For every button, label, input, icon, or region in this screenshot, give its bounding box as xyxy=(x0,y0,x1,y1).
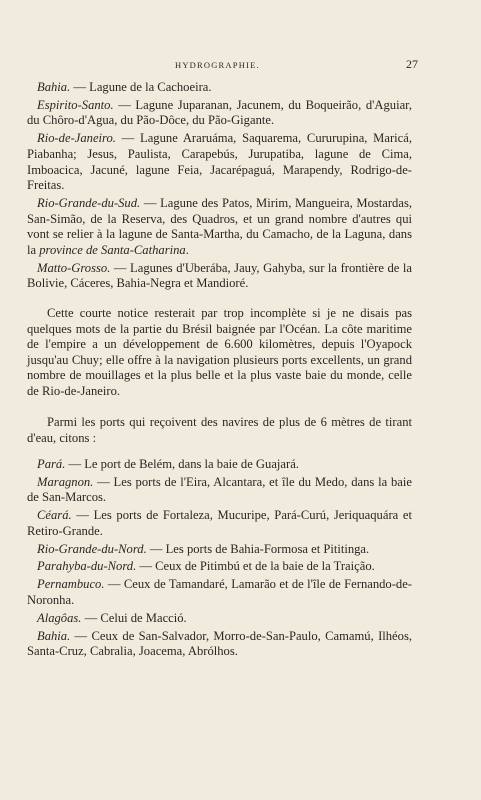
place-name: Bahia. xyxy=(37,628,71,643)
lagoon-entry-bahia xyxy=(27,80,412,96)
entry-text: — Ceux de Pitimbú et de la baie de la Traição. xyxy=(136,559,375,574)
place-name: Matto-Grosso. xyxy=(37,260,111,275)
entry-text: — Les ports de Fortaleza, Mucuripe, Pará-Curú, Jeriquaquára et Retiro-Grande. xyxy=(27,508,412,538)
lagoon-entry-espirito-santo xyxy=(27,98,412,129)
place-name: Maragnon. xyxy=(37,474,94,489)
entry-text: — Lagune Araruáma, Saquarema, Cururupina, Maricá, Piabanha; Jesus, Paulista, Carapebús, Jurupatiba, lagune de Cima, Imboacica, Jacuné, lagune Feia, Jacarépaguá, Marapendy, Rodrigo-de-Freitas. xyxy=(27,131,412,193)
place-name: Alagôas. xyxy=(37,610,82,625)
entry-text: — Lagunes d'Uberába, Jauy, Gahyba, sur la frontière de la Bolivie, Cáceres, Bahia-Negra et Mandioré. xyxy=(27,260,412,291)
page-number: 27 xyxy=(406,57,418,71)
place-name: Pará. xyxy=(37,456,66,471)
entry-text: — Les ports de l'Eira, Alcantara, et île du Medo, dans la baie de San-Marcos. xyxy=(27,474,412,505)
page-body xyxy=(27,80,412,662)
place-name: Céará. xyxy=(37,508,72,523)
page-header xyxy=(27,57,418,73)
lagoon-entry-rio-de-janeiro xyxy=(27,131,412,193)
lagoon-entry-matto-grosso xyxy=(27,261,412,292)
port-entry-pernambuco xyxy=(27,577,412,608)
place-name: Bahia. xyxy=(37,80,71,94)
province-reference: province de Santa-Catharina xyxy=(39,242,186,257)
port-entry-maragnon xyxy=(27,475,412,506)
entry-text: — Lagune de la Cachoeira. xyxy=(70,80,212,94)
place-name: Rio-de-Janeiro. xyxy=(37,131,116,146)
place-name: Pernambuco. xyxy=(37,577,105,592)
port-entry-bahia xyxy=(27,629,412,660)
place-name: Rio-Grande-du-Sud. xyxy=(37,196,141,211)
entry-text: — Celui de Macció. xyxy=(81,610,187,625)
paragraph-coast: Cette courte notice resterait par trop incomplète si je ne disais pas quelques mots de la partie du Brésil baignée par l'Océan. La côte maritime de l'empire a un développement de 6.600 kilomètres, depuis l'Oyapock jusqu'au Chuy; elle offre à la navigation plusieurs ports excellents, un grand nombre de mouillages et la plus belle et la plus vaste baie du monde, celle de Rio-de-Janeiro. xyxy=(27,305,412,398)
entry-tail: . xyxy=(185,242,189,257)
entry-text: — Le port de Belém, dans la baie de Guajará. xyxy=(65,456,299,471)
ports-list xyxy=(27,457,412,660)
entry-text: — Lagune Juparanan, Jacunem, du Boqueirão, d'Aguiar, du Chôro-d'Agua, du Pão-Dôce, du Pão-Gigante. xyxy=(27,97,412,128)
port-entry-ceara xyxy=(27,508,412,539)
paragraph-ports-intro: Parmi les ports qui reçoivent des navires de plus de 6 mètres de tirant d'eau, citons : xyxy=(27,415,412,446)
port-entry-para xyxy=(27,457,412,473)
lagoon-entry-rio-grande-du-sud xyxy=(27,196,412,258)
port-entry-rio-grande-du-nord xyxy=(27,542,412,558)
entry-text: — Ceux de San-Salvador, Morro-de-San-Paulo, Camamú, Ilhéos, Santa-Cruz, Cabralia, Joacema, Abrólhos. xyxy=(27,628,412,659)
port-entry-alagoas xyxy=(27,611,412,627)
port-entry-parahyba-du-nord xyxy=(27,559,412,575)
place-name: Parahyba-du-Nord. xyxy=(37,559,137,574)
entry-text: — Lagune des Patos, Mirim, Mangueira, Mostardas, San-Simão, de la Reserva, des Quadros, et un grand nombre d'autres qui vont se relier à la lagune de Santa-Martha, du Camacho, de la Laguna, dans la xyxy=(27,196,412,257)
entry-text: — Ceux de Tamandaré, Lamarão et de l'île de Fernando-de-Noronha. xyxy=(27,577,412,607)
place-name: Rio-Grande-du-Nord. xyxy=(37,541,147,556)
entry-text: — Les ports de Bahia-Formosa et Pititinga. xyxy=(146,541,370,556)
running-title: HYDROGRAPHIE. xyxy=(175,60,260,70)
place-name: Espirito-Santo. xyxy=(37,97,114,112)
